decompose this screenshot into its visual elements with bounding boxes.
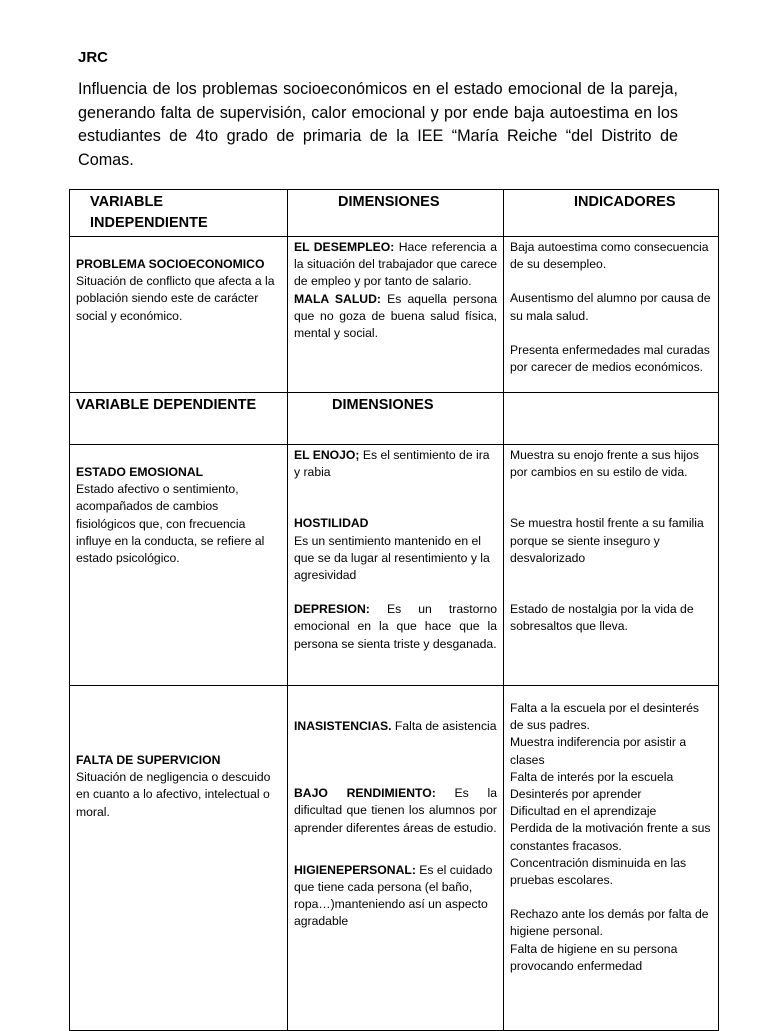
dimension-description: Es el cuidado que tiene cada persona (el baño, ropa…)manteniendo así un aspecto agradable bbox=[294, 862, 493, 929]
variable-cell bbox=[70, 237, 288, 393]
table-header-row bbox=[70, 190, 719, 237]
variable-description: Situación de conflicto que afecta a la población siendo este de carácter social y económico. bbox=[76, 274, 275, 323]
indicator: Estado de nostalgia por la vida de sobresaltos que lleva. bbox=[510, 602, 694, 634]
variable-cell bbox=[70, 686, 288, 1031]
indicator: Falta a la escuela por el desinterés de sus padres. bbox=[510, 701, 700, 733]
indicator: Presenta enfermedades mal curadas por carecer de medios económicos. bbox=[510, 342, 710, 375]
table-header-row bbox=[70, 393, 719, 445]
table-row bbox=[70, 237, 719, 393]
variable-title: FALTA DE SUPERVICION bbox=[76, 753, 221, 767]
indicator: Concentración disminuida en las pruebas escolares. bbox=[510, 855, 687, 888]
dimensions-cell bbox=[288, 686, 504, 1031]
indicator: Dificultad en el aprendizaje bbox=[510, 804, 657, 819]
author-initials: JRC bbox=[78, 49, 109, 66]
indicator: Baja autoestima como consecuencia de su desempleo. bbox=[510, 240, 709, 272]
variable-title: PROBLEMA SOCIOECONOMICO bbox=[76, 257, 265, 271]
dimension-title: HOSTILIDAD bbox=[294, 516, 369, 531]
header-variable-dependiente: VARIABLE DEPENDIENTE bbox=[70, 393, 288, 445]
indicator: Falta de higiene en su persona provocando enfermedad bbox=[510, 941, 678, 973]
variables-table bbox=[69, 189, 719, 1031]
dimension-title: DEPRESION: bbox=[294, 602, 370, 617]
variable-title: ESTADO EMOSIONAL bbox=[76, 465, 204, 479]
dimension-description: Falta de asistencia bbox=[394, 719, 497, 733]
dimension-title: MALA SALUD: bbox=[294, 291, 381, 306]
dimension-title: BAJO RENDIMIENTO: bbox=[294, 786, 436, 801]
dimension-description: Es aquella persona que no goza de buena salud física, mental y social. bbox=[294, 291, 498, 341]
header-dimensiones: DIMENSIONES bbox=[288, 393, 504, 445]
indicator: Perdida de la motivación frente a sus constantes fracasos. bbox=[510, 821, 711, 853]
indicator: Muestra su enojo frente a sus hijos por cambios en su estilo de vida. bbox=[510, 448, 700, 480]
dimension-description: Es un sentimiento mantenido en el que se da lugar al resentimiento y la agresividad bbox=[294, 533, 490, 583]
dimension-title: INASISTENCIAS. bbox=[294, 719, 392, 733]
variable-cell bbox=[70, 445, 288, 686]
dimension-title: EL ENOJO; bbox=[294, 448, 360, 462]
indicators-cell bbox=[504, 686, 719, 1031]
dimension-description: Es la dificultad que tienen los alumnos por aprender diferentes áreas de estudio. bbox=[294, 786, 497, 835]
dimension-description: Es un trastorno emocional en la que hace que la persona se sienta triste y desganada. bbox=[294, 602, 497, 651]
indicator: Se muestra hostil frente a su familia porque se siente inseguro y desvalorizado bbox=[510, 516, 704, 565]
variable-description: Estado afectivo o sentimiento, acompañados de cambios fisiológicos que, con frecuencia influye en la conducta, se refiere al estado psicológico. bbox=[76, 482, 265, 566]
intro-paragraph: Influencia de los problemas socioeconómicos en el estado emocional de la pareja, generando falta de supervisión, calor emocional y por ende baja autoestima en los estudiantes de 4to grado de primaria de la IEE “María Reiche “del Distrito de Comas. bbox=[78, 80, 678, 169]
empty-header-cell bbox=[504, 393, 719, 445]
header-indicadores: INDICADORES bbox=[504, 190, 719, 237]
indicator: Muestra indiferencia por asistir a clases bbox=[510, 735, 687, 767]
indicator: Rechazo ante los demás por falta de higiene personal. bbox=[510, 907, 709, 939]
variable-description: Situación de negligencia o descuido en cuanto a lo afectivo, intelectual o moral. bbox=[76, 770, 271, 819]
dimension-title: HIGIENEPERSONAL: bbox=[294, 862, 416, 877]
indicator: Ausentismo del alumno por causa de su mala salud. bbox=[510, 291, 711, 323]
dimensions-cell bbox=[288, 237, 504, 393]
indicator: Falta de interés por la escuela bbox=[510, 769, 674, 784]
dimension-title: EL DESEMPLEO: bbox=[294, 240, 395, 254]
indicators-cell bbox=[504, 237, 719, 393]
table-row bbox=[70, 445, 719, 686]
dimension-description: Hace referencia a la situación del trabajador que carece de empleo y por tanto de salario. bbox=[294, 240, 497, 289]
dimensions-cell bbox=[288, 445, 504, 686]
indicator: Desinterés por aprender bbox=[510, 787, 642, 802]
header-variable-independiente: VARIABLE INDEPENDIENTE bbox=[70, 190, 288, 237]
header-dimensiones: DIMENSIONES bbox=[288, 190, 504, 237]
indicators-cell bbox=[504, 445, 719, 686]
table-row bbox=[70, 686, 719, 1031]
dimension-description: Es el sentimiento de ira y rabia bbox=[294, 448, 490, 480]
